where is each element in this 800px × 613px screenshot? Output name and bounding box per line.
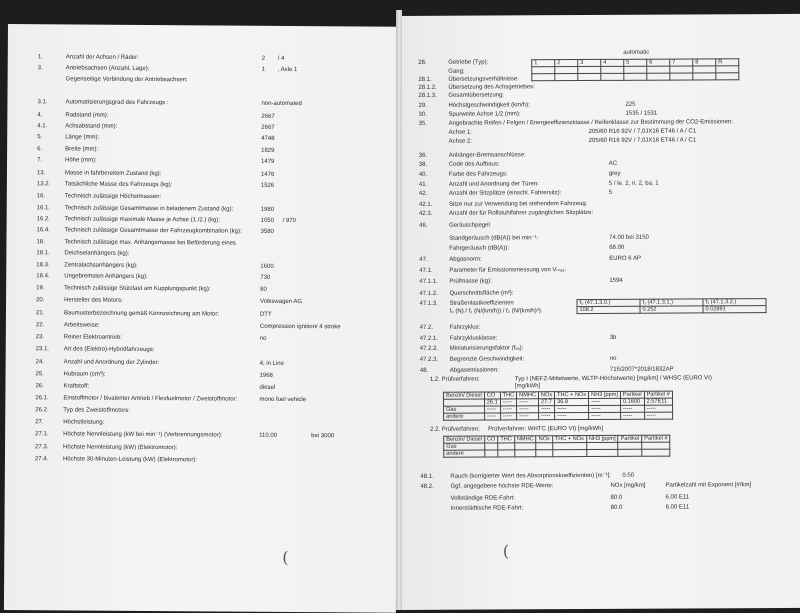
spec-value: mono fuel vehicle [259,396,307,404]
gear-cell [578,73,601,80]
gear-table [531,58,739,81]
emission-cell: ----- [517,413,539,420]
emission-head-cell: THC [500,392,517,399]
spec-label: Standgeräusch (dB(A)) bei min⁻¹: [449,235,539,242]
spec-value: 1050 [260,217,275,224]
emission-cell: ----- [621,412,645,419]
spec-number: 23.1. [35,346,50,353]
spec-value: 1600 [260,263,274,270]
spec-value: 225 [625,101,636,108]
emission-cell: ----- [589,412,621,419]
emission-cell [498,450,515,457]
spec-label: Straßenlastkoeffizienten [449,300,514,307]
spec-label: Radstand (mm): [65,112,109,119]
spec-label: Breite (mm): [65,146,99,153]
spec-number: 4. [37,112,43,119]
spec-number: 16.1. [36,205,51,212]
gear-cell [647,73,670,80]
page-mark: ( [282,547,289,567]
spec-label: Übersetzung des Achsgetriebes: [448,84,535,91]
emission-head-cell: THC + NOx [555,392,589,399]
spec-value: EURO 6 AP [609,255,641,262]
spec-number: 27.1. [35,431,49,438]
emission-cell: ----- [539,413,555,420]
emission-cell: ----- [500,413,517,420]
emission-cell: ----- [484,413,500,420]
spec-label: Länge (mm): [65,134,100,141]
spec-value: 68.00 [609,244,625,251]
emission-row [444,412,673,420]
emission-cell: 0.1600 [620,398,644,405]
spec-number: 4.1. [37,123,48,130]
spec-label: Code des Aufbaus: [448,161,500,168]
road-load-value-cell: 108.2 [577,306,640,313]
spec-label: Übersetzungsverhältnisse: [448,76,520,83]
emission-cell: ----- [500,399,517,406]
spec-label: Fahrgeräusch (dB(A)): [449,245,509,252]
spec-label: Höchste Nennleistung (kW bei min⁻¹) (Verbrennungsmotor): [63,431,223,439]
spec-label: Technisch zulässige max. Anhängemasse bei Beförderung eines [64,239,236,247]
spec-label: Höchstgeschwindigkeit (km/h): [448,102,530,109]
spec-value: 4; in Line [259,360,285,367]
spec-label: Tatsächliche Masse des Fahrzeugs (kg): [64,181,173,189]
spec-value: diesel [259,384,276,391]
spec-value: 1476 [260,171,275,178]
spec-label: Technisch zulässige maximale Masse je Achse (1./2.) (kg): [64,216,221,224]
emission-head-cell: NMHC [514,436,536,443]
spec-label: Typ des Zweistoffmotors: [63,407,130,414]
spec-label: Kraftstoff: [63,383,90,390]
spec-label: Technisch zulässige Höchstmassen: [64,193,162,201]
emission-cell [618,449,642,456]
emission-cell: ----- [589,398,621,405]
emission-cell: ----- [517,406,539,413]
spec-label: Anzahl und Anordnung der Zylinder: [63,359,160,367]
spec-value: 80.0 [610,504,623,511]
spec-value-extra: / 970 [282,217,297,225]
emission-cell [586,449,618,456]
spec-value-extra: 6.00 E11 [665,494,690,501]
spec-value: 205/60 R16 92V / 7,0JX16 ET46 / A / C1 [588,128,697,136]
spec-number: 47.1. [419,267,433,274]
spec-label: Achse 1: [448,129,472,136]
spec-number: 35. [418,120,427,127]
spec-label: Gang: [448,68,465,75]
emission-head-cell: NOx [536,436,552,443]
left-page [4,24,400,613]
spec-number: 16.4. [36,227,50,234]
spec-number: 26.1. [35,395,49,402]
emission-head-cell: Benzin/ Diesel [444,436,485,443]
emission-cell [642,449,670,456]
spec-number: 48.1. [420,473,434,480]
spec-number: 47. [419,256,428,263]
road-load-value-cell: 0.252 [640,306,703,313]
spec-number: 47.2.2. [419,345,439,352]
spec-number: 18.1. [36,250,50,257]
gear-cell: 8 [693,59,716,66]
spec-value: no [259,335,267,342]
emission-head-cell: NH3 [ppm] [589,391,621,398]
road-load-head-cell: f₀ (47.1.3.0.) [577,299,640,306]
emission-row [444,449,670,457]
spec-value: NOx [mg/km] [610,482,646,489]
emission-head-cell: THC + NOx [552,436,586,443]
spec-label: Hubraum (cm³): [63,371,106,378]
spec-label: Ggf. angegebene höchste RDE-Werte: [450,483,554,490]
spec-label: Ungebremsten Anhängers (kg): [64,273,148,280]
spec-label: Angebrachte Reifen / Felgen / Energieeffizienzklasse / Reifenklasse zur Bestimmung der CO2-Emissionen: [448,119,733,127]
spec-label: Masse in fahrbereitem Zustand (kg): [64,170,162,178]
emission-head-cell: Partikel # [642,435,670,442]
gear-top-label: automatic [623,49,650,56]
emission-head-cell: NH3 [ppm] [586,435,618,442]
spec-number: 13.2. [36,181,51,188]
emission-cell: ----- [538,406,554,413]
spec-label: Fahrzyklus: [449,324,481,331]
spec-label: Anhänger-Bremsanschlüsse: [448,152,526,159]
spec-number: 28. [418,59,427,66]
spec-number: 47.1.2. [419,290,438,297]
spec-value: 2667 [261,124,275,131]
emission-method-label: 2.2. Prüfverfahren: [430,426,480,433]
spec-value: 0.50 [622,472,635,479]
spec-number: 29. [418,102,427,109]
spec-label: Hersteller des Motors: [64,297,123,304]
spec-number: 21. [35,310,45,317]
spec-value: Compression ignition/ 4 stroke [259,323,341,331]
spec-value: AC [608,160,618,167]
spec-label: Innerstädtische RDE-Fahrt: [450,505,524,512]
emission-cell: ----- [555,406,589,413]
spec-number: 27.3. [35,444,49,451]
emission-cell: 36.9 [555,399,589,406]
spec-value: 4748 [261,135,275,142]
emission-head-cell: Partikel # [644,391,672,398]
emission-cell: ----- [484,406,500,413]
spec-value: 2 [261,55,266,62]
spec-number: 28.1.2. [418,84,437,91]
emission-cell [536,450,552,457]
emission-head-cell: NOx [538,392,554,399]
spec-value-extra: , Axle 1 [277,66,298,74]
spec-label: Abgasnorm: [449,256,482,263]
spec-number: 22. [35,322,45,329]
gear-cell [555,74,578,81]
spec-number: 28.1.3. [418,92,437,99]
spec-value: DTT [259,311,272,318]
spec-number: 48.2. [420,483,434,490]
spec-value: 1 [261,66,266,73]
spec-label: Abgasemissionen: [449,367,499,374]
spec-value: 1980 [260,206,275,213]
spec-label: Miniaturisierungsfaktor (fᵥₐ): [449,345,524,352]
spec-label: Baumusterbezeichnung gemäß Kennzeichnung am Motor: [63,310,220,318]
spec-label: Vollständige RDE-Fahrt: [450,495,515,502]
spec-label: Art des (Elektro)-Hybridfahrzeugs: [63,346,155,354]
spec-value: 1526 [260,182,275,189]
emission-cell: ----- [620,405,644,412]
spec-number: 6. [37,146,43,153]
gear-cell [624,73,647,80]
spec-number: 47.1.3. [419,300,438,307]
spec-label: Anzahl und Anordnung der Türen: [448,181,539,188]
emission-head-cell: Partikel [620,391,644,398]
spec-value: 730 [260,274,271,281]
spec-label: Anzahl der Achsen / Räder: [65,54,139,61]
gear-cell [532,74,555,81]
emission-cell: ----- [517,399,539,406]
spec-value: 80.0 [610,494,623,501]
spec-number: 47.1.1. [419,278,438,285]
spec-label: Parameter für Emissionsmessung von Vₘₐₓ: [449,267,567,274]
spec-number: 36. [418,152,428,159]
road-load-head-cell: f₂ (47.1.3.2.) [703,299,766,306]
gear-cell: 7 [670,59,693,66]
spec-label: Fahrzyklusklasse: [449,335,498,342]
emission-method-sub: Prüfverfahren: WHTC (EURO VI) [mg/kWh] [488,425,604,433]
spec-value: 110.00 [259,432,278,439]
spec-label: Antriebsachsen (Anzahl, Lage): [65,65,150,72]
spec-number: 46. [419,222,428,229]
emission-cell: andere [444,413,485,420]
gear-cell [670,73,693,80]
emission-cell: Gas [444,443,485,450]
spec-value: 80 [260,286,267,293]
gear-cell [716,73,739,80]
spec-label: Einstoffmotor / bivalenter Antrieb / Flexfuelmotor / Zweistoffmotor: [63,395,238,403]
gear-cell [601,73,624,80]
spec-label: Technisch zulässige Stützlast am Kupplungspunkt (kg): [64,285,211,293]
spec-number: 3. [37,65,43,72]
spec-label: Höhe (mm): [65,157,97,164]
spec-label: Achsabstand (mm): [65,123,118,130]
spec-value: non-automated [261,100,302,108]
emission-cell: andere [444,450,485,457]
spec-number: 27.4. [34,456,49,463]
gear-cell: 2 [555,60,578,67]
spec-label: Höchstleistung: [63,419,105,426]
emission-cell: 2.57E11 [644,398,672,405]
emission-cell: ----- [644,412,672,419]
spec-number: 40. [418,171,428,178]
gear-row [532,73,739,81]
spec-number: 16.2. [36,216,51,223]
gear-cell: 3 [578,59,601,66]
spec-number: 18. [36,239,45,246]
spec-label: Rauch (korrigierter Wert des Absorptionskoeffizienten) [m⁻¹]: [450,472,612,480]
emission-table-1 [443,391,673,421]
spec-label: Automatisierungsgrad des Fahrzeugs : [65,99,169,107]
emission-cell: 27.7 [538,399,554,406]
emission-cell [552,450,586,457]
spec-value: 1968 [259,372,273,379]
spec-value: 74.00 bei 3150 [609,234,649,241]
gear-cell [693,73,716,80]
emission-cell: ----- [555,413,589,420]
spec-value-extra: bei 3000 [311,433,335,440]
emission-cell [485,450,498,457]
spec-number: 20. [36,297,45,304]
spec-number: 28.1. [418,76,432,83]
spec-label: Anzahl der Sitzplätze (einschl. Fahrersitz): [448,190,562,197]
page-fold [396,10,402,610]
spec-number: 42.3. [419,210,433,217]
spec-value: 1479 [261,158,275,165]
spec-number: 30. [418,111,427,118]
spec-label: Sitze nur zur Verwendung bei stehendem Fahrzeug: [448,201,588,208]
spec-number: 47.2.3. [419,356,439,363]
spec-value: 5 / le. 2, ri. 2, ba. 1 [608,180,659,187]
emission-head-cell: NMHC [517,392,539,399]
road-load-table [576,298,766,314]
spec-number: 25. [35,371,44,378]
gear-cell: 6 [647,59,670,66]
emission-cell [514,450,536,457]
emission-head-cell: Partikel [618,435,642,442]
spec-label: Zentralachsanhängers (kg): [64,262,138,269]
spec-number: 13. [36,170,46,177]
spec-label: Deichselanhängers (kg): [64,250,130,257]
spec-number: 26. [35,383,44,390]
spec-label: Querschnittsfläche (m²): [449,290,514,297]
spec-label: Höchste Nennleistung (kW) (Elektromotor): [63,444,178,452]
emission-head-cell: Benzin/ Diesel [443,392,484,399]
spec-label: Spurweite Achse 1/2 (mm): [448,111,521,118]
spec-number: 1. [37,54,43,61]
spec-value-extra: Partikelzahl mit Exponent [#/km] [665,482,752,489]
spec-number: 23. [35,334,45,341]
spec-value: no [609,355,617,362]
spec-number: 42. [418,190,428,197]
spec-value: 1535 / 1531 [625,110,658,117]
emission-head-cell: THC [498,436,515,443]
right-page [398,14,800,610]
spec-number: 5. [37,134,43,141]
spec-number: 3.1. [37,99,48,106]
spec-number: 42.1. [418,201,433,208]
road-load-value-cell: 0.02891 [703,306,766,313]
emission-method-label: 1.2. Prüfverfahren: [429,376,480,383]
spec-label: Reiner Elektroantrieb: [63,334,122,341]
spec-label: Technisch zulässige Gesamtmasse in beladenem Zustand (kg): [64,205,234,213]
spec-label: Prüfmasse (kg): [449,278,492,285]
spec-number: 18.4. [36,273,50,280]
gear-cell: 1 [532,60,555,67]
emission-cell [485,443,498,450]
spec-value-extra: 6.00 E11 [665,504,690,511]
road-load-head-cell: f₁ (47.1.3.1.) [640,299,703,306]
emission-cell: ----- [500,406,517,413]
gear-cell: 4 [601,59,624,66]
emission-cell: Gas [444,406,485,413]
road-load-values [577,306,766,314]
spec-number: 47.2. [419,324,434,331]
spec-value: 3580 [260,228,274,235]
spec-number: 18.3. [36,262,50,269]
spec-label: Begrenzte Geschwindigkeit: [449,356,525,363]
page-mark: ( [502,541,510,561]
emission-cell: ----- [644,405,672,412]
spec-label: Gegenseitige Verbindung der Antriebsachsen: [65,76,188,84]
spec-number: 7. [37,157,43,164]
spec-number: 16. [36,193,46,200]
spec-number: 48. [419,367,429,374]
spec-label: Achse 2: [448,138,473,145]
spec-label: Gesamtübersetzung: [448,92,505,99]
gear-cell: 5 [624,59,647,66]
spec-number: 47.2.1. [419,335,439,342]
road-load-label: f₀ (N) / f₁ (N/(km/h)) / f₂ (N/(km/h)²): [449,308,543,315]
spec-value-extra: / 4 [277,55,285,62]
spec-value: 205/60 R16 92V / 7,0JX16 ET46 / A / C1 [588,137,697,145]
spec-number: 24. [35,359,45,366]
emission-head-cell: CO [484,392,500,399]
spec-label: Technisch zulässige Gesamtmasse der Fahrzeugkombination (kg): [64,227,242,235]
spec-number: 41. [418,181,428,188]
spec-value: 1829 [261,147,275,154]
emission-head-cell: CO [484,436,497,443]
spec-number: 26.2. [35,407,49,414]
spec-value: 2667 [261,113,275,120]
spec-label: Geräuschpegel [449,222,490,229]
spec-value: 3b [609,334,617,341]
spec-label: Anzahl der für Rollstuhlfahrer zugänglichen Sitzplätze: [449,209,594,217]
spec-label: Höchste 30-Minuten-Leistung (kW) (Elektromotor): [62,456,198,464]
spec-value: Volkswagen AG [260,298,303,306]
emission-method-sub: Typ I (NEFZ-Mittelwerte, WLTP-Höchstwerte) [mg/km] / WHSC (EURO VI) [mg/kWh] [514,375,712,390]
spec-value: grey [608,170,621,177]
spec-number: 38. [418,161,428,168]
emission-cell: 26.1 [484,399,500,406]
spec-value: 1594 [609,277,623,284]
emission-cell: ----- [589,405,621,412]
gear-cell: R [716,59,739,66]
emission-table-2 [443,435,671,458]
spec-label: Getriebe (Typ): [448,59,489,66]
spec-value: 5 [608,189,613,196]
spec-label: Farbe des Fahrzeugs: [448,171,508,178]
spec-number: 27. [35,419,44,426]
spec-value: 715/2007*2018/1832AP [609,366,674,373]
spec-number: 19. [36,285,45,292]
spec-label: Arbeitsweise: [63,322,100,329]
